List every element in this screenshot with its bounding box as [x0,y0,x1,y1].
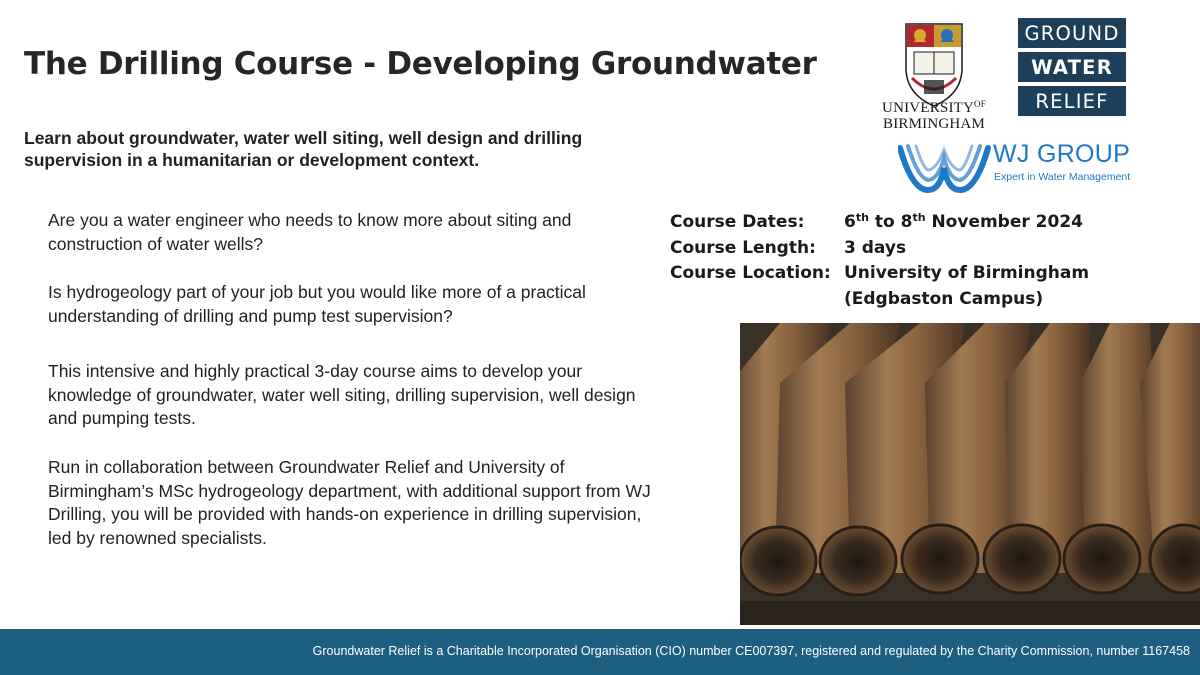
footer-bar [0,629,1200,675]
course-dates-label: Course Dates: [670,212,805,232]
course-length-row [670,236,1089,262]
charity-registration-notice: Groundwater Relief is a Charitable Incorporated Organisation (CIO) number CE007397, registered and regulated by the Charity Commission, number 1167458 [312,644,1190,658]
intro-paragraph-1: Are you a water engineer who needs to know more about siting and construction of water wells? [48,210,572,254]
course-info [670,210,1089,312]
university-of-birmingham-wordmark: $UNIVERSITY^{OF}$ BIRMINGHAM [882,99,986,132]
course-location-campus: (Edgbaston Campus) [844,288,1044,309]
groundwater-relief-logo [1018,18,1126,120]
course-location-label: Course Location: [670,263,831,283]
course-description-paragraph: This intensive and highly practical 3-day course aims to develop your knowledge of groundwater, water well siting, drilling supervision, well design and pumping tests. [48,361,636,428]
gwr-logo-line-1: GROUND [1018,18,1126,48]
gwr-logo-line-2: WATER [1018,52,1126,82]
wj-group-tagline: Expert in Water Management [994,171,1131,183]
intro-paragraph-2: Is hydrogeology part of your job but you would like more of a practical understanding of drilling and pump test supervision? [48,282,586,326]
course-length-value: 3 days [844,237,907,258]
drill-pipes-photo [740,323,1200,625]
course-location-row-2 [670,287,1089,313]
course-dates-value: 6th to 8th November 2024 [844,211,1083,232]
page-title: The Drilling Course - Developing Groundwater [24,46,817,82]
course-dates-row [670,210,1089,236]
course-location-value: University of Birmingham [844,263,1090,283]
collaboration-paragraph: Run in collaboration between Groundwater Relief and University of Birmingham’s MSc hydrogeology department, with additional support from WJ Drilling, you will be provided with hands-on experience in drilling supervision, led by renowned specialists. [48,457,651,548]
course-length-label: Course Length: [670,237,816,258]
page-subtitle: Learn about groundwater, water well siting, well design and drilling supervision in a humanitarian or development context. [24,128,583,170]
course-location-row [670,261,1089,287]
wj-group-name: WJ GROUP [993,140,1131,168]
gwr-logo-line-3: RELIEF [1018,86,1126,116]
